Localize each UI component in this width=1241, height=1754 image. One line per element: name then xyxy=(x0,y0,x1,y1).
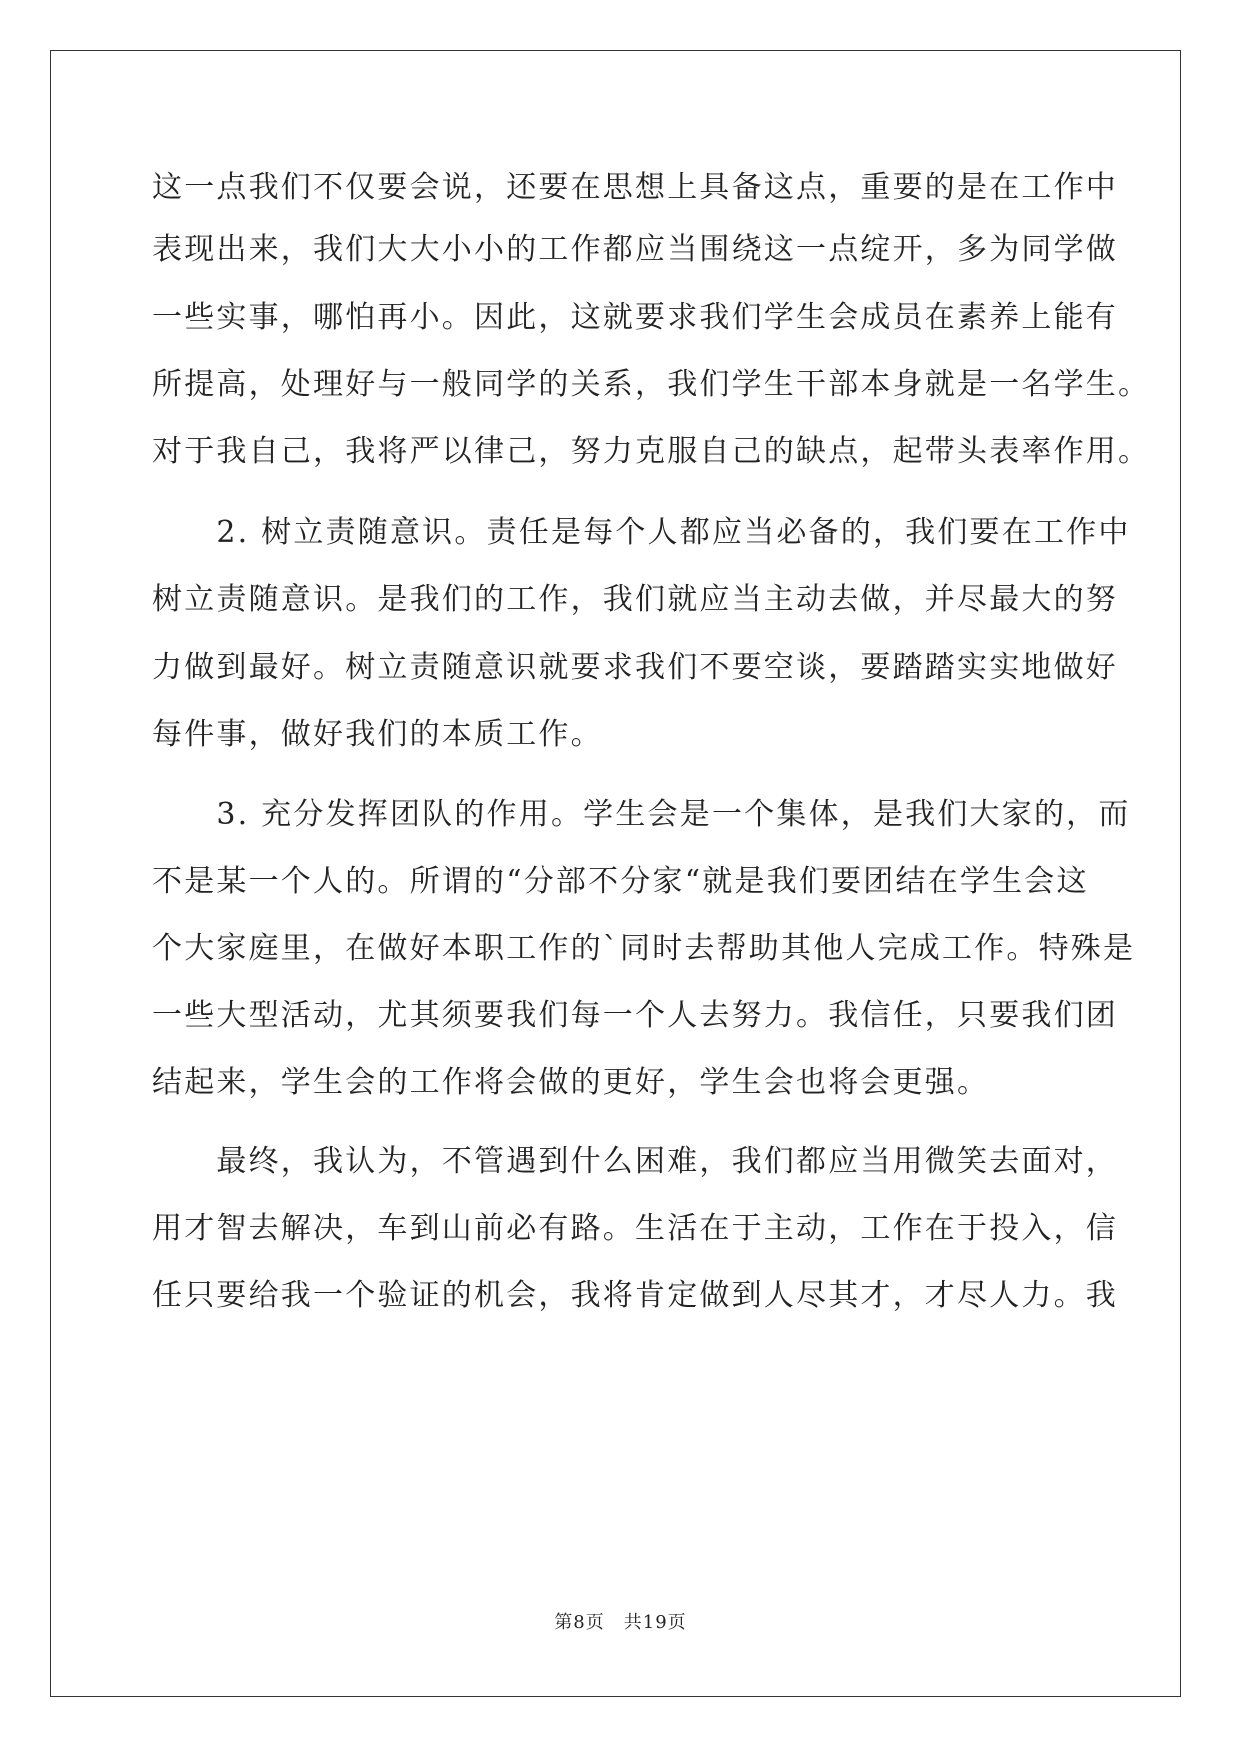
text-line: 对于我自己，我将严以律己，努力克服自己的缺点，起带头表率作用。 xyxy=(152,434,1151,469)
text-line: 结起来，学生会的工作将会做的更好，学生会也将会更强。 xyxy=(152,1065,990,1100)
text-line: 每件事，做好我们的本质工作。 xyxy=(152,717,603,752)
text-line: 这一点我们不仅要会说，还要在思想上具备这点，重要的是在工作中 xyxy=(152,170,1118,205)
text-line: 个大家庭里，在做好本职工作的`同时去帮助其他人完成工作。特殊是 xyxy=(152,931,1136,966)
text-line: 最终，我认为，不管遇到什么困难，我们都应当用微笑去面对， xyxy=(152,1144,1118,1179)
text-line: 力做到最好。树立责随意识就要求我们不要空谈，要踏踏实实地做好 xyxy=(152,650,1118,685)
text-line: 任只要给我一个验证的机会，我将肯定做到人尽其才，才尽人力。我 xyxy=(152,1278,1118,1313)
text-line: 所提高，处理好与一般同学的关系，我们学生干部本身就是一名学生。 xyxy=(152,367,1151,402)
text-line: 表现出来，我们大大小小的工作都应当围绕这一点绽开，多为同学做 xyxy=(152,232,1118,267)
text-line: 不是某一个人的。所谓的“分部不分家“就是我们要团结在学生会这 xyxy=(152,864,1089,899)
page-number-footer: 第8页 共19页 xyxy=(554,1612,687,1633)
text-line: 一些实事，哪怕再小。因此，这就要求我们学生会成员在素养上能有 xyxy=(152,300,1118,335)
text-line: 2. 树立责随意识。责任是每个人都应当必备的，我们要在工作中 xyxy=(152,515,1131,550)
text-line: 用才智去解决，车到山前必有路。生活在于主动，工作在于投入，信 xyxy=(152,1211,1118,1246)
text-line: 3. 充分发挥团队的作用。学生会是一个集体，是我们大家的，而 xyxy=(152,797,1131,832)
text-line: 树立责随意识。是我们的工作，我们就应当主动去做，并尽最大的努 xyxy=(152,582,1118,617)
text-line: 一些大型活动，尤其须要我们每一个人去努力。我信任，只要我们团 xyxy=(152,998,1118,1033)
